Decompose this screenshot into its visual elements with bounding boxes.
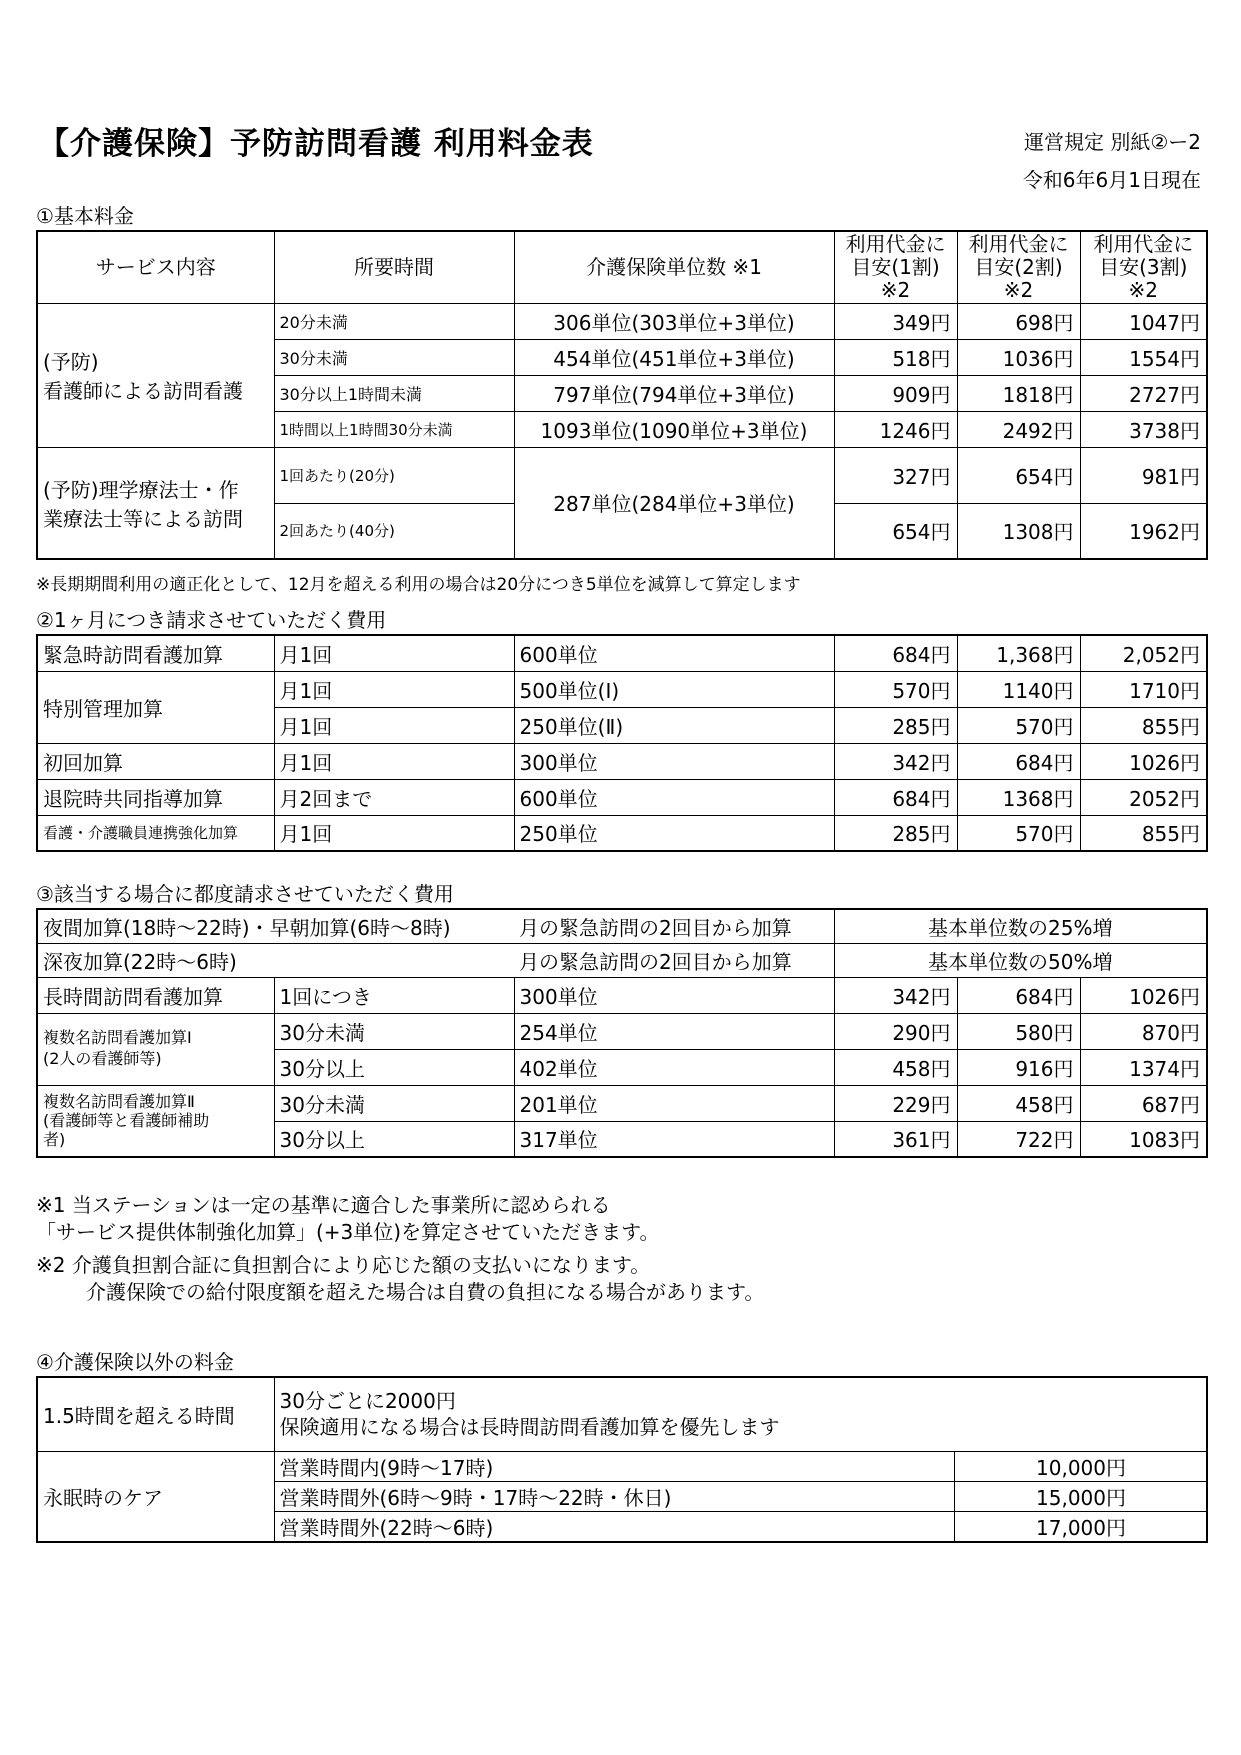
- table-row: [37, 815, 1207, 851]
- price-cell: 570円: [957, 707, 1080, 743]
- table-row: [37, 447, 1207, 503]
- units-cell: 454単位(451単位+3単位): [514, 339, 834, 375]
- units-cell: 402単位: [514, 1049, 834, 1085]
- over-time-desc: 30分ごとに2000円 保険適用になる場合は長時間訪問看護加算を優先します: [274, 1377, 1207, 1451]
- freq-cell: 月1回: [274, 707, 514, 743]
- non-insurance-fee-table: [36, 1376, 1208, 1543]
- units-cell: 306単位(303単位+3単位): [514, 303, 834, 339]
- time-cell: 30分以上: [274, 1049, 514, 1085]
- price-cell: 684円: [957, 743, 1080, 779]
- price-cell: 3738円: [1080, 411, 1207, 447]
- units-cell: 600単位: [514, 779, 834, 815]
- time-cell: 30分未満: [274, 339, 514, 375]
- price-cell: 1,368円: [957, 635, 1080, 671]
- header-units: 介護保険単位数 ※1: [514, 231, 834, 303]
- table-row: [37, 977, 1207, 1013]
- price-cell: 580円: [957, 1013, 1080, 1049]
- price-cell: 1036円: [957, 339, 1080, 375]
- units-cell: 317単位: [514, 1121, 834, 1157]
- price-cell: 1554円: [1080, 339, 1207, 375]
- price-cell: 916円: [957, 1049, 1080, 1085]
- multi-nurse-1-label: 複数名訪問看護加算Ⅰ (2人の看護師等): [37, 1013, 274, 1085]
- freq-cell: 月1回: [274, 671, 514, 707]
- time-cell: 2回あたり(40分): [274, 503, 514, 559]
- time-cell: 30分未満: [274, 1085, 514, 1121]
- price-cell: 458円: [957, 1085, 1080, 1121]
- item-name: 退院時共同指導加算: [37, 779, 274, 815]
- item-name: 看護・介護職員連携強化加算: [37, 815, 274, 851]
- price-cell: 684円: [834, 635, 957, 671]
- table-row: [37, 635, 1207, 671]
- table-row: [37, 943, 1207, 977]
- price-cell: 722円: [957, 1121, 1080, 1157]
- item-name: 長時間訪問看護加算: [37, 977, 274, 1013]
- price-cell: 1026円: [1080, 977, 1207, 1013]
- therapist-visit-label: (予防)理学療法士・作 業療法士等による訪問: [37, 447, 274, 559]
- section3-heading: ③該当する場合に都度請求させていただく費用: [36, 882, 454, 906]
- condition-cell: 月の緊急訪問の2回目から加算: [514, 943, 834, 977]
- time-cell: 30分以上1時間未満: [274, 375, 514, 411]
- units-cell: 300単位: [514, 743, 834, 779]
- price-cell: 687円: [1080, 1085, 1207, 1121]
- freq-cell: 月1回: [274, 815, 514, 851]
- price-cell: 654円: [957, 447, 1080, 503]
- units-cell: 250単位(Ⅱ): [514, 707, 834, 743]
- table-row: [37, 1377, 1207, 1451]
- price-cell: 518円: [834, 339, 957, 375]
- item-name: 初回加算: [37, 743, 274, 779]
- freq-cell: 1回につき: [274, 977, 514, 1013]
- price-cell: 654円: [834, 503, 957, 559]
- header-time: 所要時間: [274, 231, 514, 303]
- desc-cell: 営業時間外(22時〜6時): [274, 1511, 954, 1542]
- section2-heading: ②1ヶ月につき請求させていただく費用: [36, 608, 387, 632]
- price-cell: 1047円: [1080, 303, 1207, 339]
- table-row: [37, 779, 1207, 815]
- header-price2: 利用代金に 目安(2割) ※2: [957, 231, 1080, 303]
- item-name: 1.5時間を超える時間: [37, 1377, 274, 1451]
- price-cell: 342円: [834, 743, 957, 779]
- price-cell: 570円: [957, 815, 1080, 851]
- price-cell: 458円: [834, 1049, 957, 1085]
- value-cell: 基本単位数の50%増: [834, 943, 1207, 977]
- header-service: サービス内容: [37, 231, 274, 303]
- page-title: 【介護保険】予防訪問看護 利用料金表: [38, 126, 594, 162]
- item-name: 夜間加算(18時〜22時)・早朝加算(6時〜8時): [37, 909, 514, 943]
- price-cell: 229円: [834, 1085, 957, 1121]
- units-cell: 600単位: [514, 635, 834, 671]
- price-cell: 327円: [834, 447, 957, 503]
- units-cell: 254単位: [514, 1013, 834, 1049]
- price-cell: 2492円: [957, 411, 1080, 447]
- item-name: 永眠時のケア: [37, 1451, 274, 1542]
- price-cell: 909円: [834, 375, 957, 411]
- footnote-2: ※2 介護負担割合証に負担割合により応じた額の支払いになります。 介護保険での給付限度額を超えた場合は自費の負担になる場合があります。: [36, 1253, 765, 1304]
- item-name: 緊急時訪問看護加算: [37, 635, 274, 671]
- table-row: [37, 909, 1207, 943]
- section1-note: ※長期期間利用の適正化として、12月を超える利用の場合は20分につき5単位を減算して算定します: [36, 575, 801, 595]
- price-cell: 285円: [834, 815, 957, 851]
- price-cell: 2,052円: [1080, 635, 1207, 671]
- price-cell: 1818円: [957, 375, 1080, 411]
- table-row: [37, 303, 1207, 339]
- section4-heading: ④介護保険以外の料金: [36, 1350, 234, 1374]
- table-row: [37, 1085, 1207, 1121]
- freq-cell: 月1回: [274, 635, 514, 671]
- price-cell: 349円: [834, 303, 957, 339]
- footnote-1: ※1 当ステーションは一定の基準に適合した事業所に認められる 「サービス提供体制強化加算」(+3単位)を算定させていただきます。: [36, 1193, 660, 1244]
- price-cell: 1710円: [1080, 671, 1207, 707]
- table-row: [37, 671, 1207, 707]
- price-cell: 684円: [957, 977, 1080, 1013]
- document-reference: 運営規定 別紙②ー2: [1023, 130, 1201, 154]
- price-cell: 1246円: [834, 411, 957, 447]
- price-cell: 570円: [834, 671, 957, 707]
- basic-fee-table: [36, 230, 1208, 560]
- price-cell: 1368円: [957, 779, 1080, 815]
- time-cell: 20分未満: [274, 303, 514, 339]
- price-cell: 290円: [834, 1013, 957, 1049]
- multi-nurse-2-label: 複数名訪問看護加算Ⅱ (看護師等と看護師補助 者): [37, 1085, 274, 1157]
- table-row: [37, 743, 1207, 779]
- time-cell: 1時間以上1時間30分未満: [274, 411, 514, 447]
- table-header-row: [37, 231, 1207, 303]
- per-visit-fee-table: [36, 908, 1208, 1158]
- units-cell: 250単位: [514, 815, 834, 851]
- time-cell: 30分未満: [274, 1013, 514, 1049]
- price-cell: 285円: [834, 707, 957, 743]
- price-cell: 1026円: [1080, 743, 1207, 779]
- price-cell: 10,000円: [954, 1451, 1207, 1481]
- price-cell: 1374円: [1080, 1049, 1207, 1085]
- price-cell: 15,000円: [954, 1481, 1207, 1511]
- price-cell: 17,000円: [954, 1511, 1207, 1542]
- monthly-fee-table: [36, 634, 1208, 852]
- price-cell: 684円: [834, 779, 957, 815]
- units-cell: 300単位: [514, 977, 834, 1013]
- price-cell: 1308円: [957, 503, 1080, 559]
- condition-cell: 月の緊急訪問の2回目から加算: [514, 909, 834, 943]
- price-cell: 2052円: [1080, 779, 1207, 815]
- units-cell: 1093単位(1090単位+3単位): [514, 411, 834, 447]
- price-cell: 698円: [957, 303, 1080, 339]
- nurse-visit-label: (予防) 看護師による訪問看護: [37, 303, 274, 447]
- price-cell: 361円: [834, 1121, 957, 1157]
- header-price3: 利用代金に 目安(3割) ※2: [1080, 231, 1207, 303]
- item-name: 特別管理加算: [37, 671, 274, 743]
- header-price1: 利用代金に 目安(1割) ※2: [834, 231, 957, 303]
- price-cell: 870円: [1080, 1013, 1207, 1049]
- price-cell: 1140円: [957, 671, 1080, 707]
- price-cell: 1083円: [1080, 1121, 1207, 1157]
- price-cell: 855円: [1080, 707, 1207, 743]
- table-row: [37, 1013, 1207, 1049]
- price-cell: 2727円: [1080, 375, 1207, 411]
- price-cell: 855円: [1080, 815, 1207, 851]
- desc-cell: 営業時間外(6時〜9時・17時〜22時・休日): [274, 1481, 954, 1511]
- desc-cell: 営業時間内(9時〜17時): [274, 1451, 954, 1481]
- units-cell: 201単位: [514, 1085, 834, 1121]
- price-cell: 342円: [834, 977, 957, 1013]
- price-cell: 1962円: [1080, 503, 1207, 559]
- section1-heading: ①基本料金: [36, 204, 134, 228]
- freq-cell: 月2回まで: [274, 779, 514, 815]
- units-cell: 500単位(Ⅰ): [514, 671, 834, 707]
- value-cell: 基本単位数の25%増: [834, 909, 1207, 943]
- time-cell: 1回あたり(20分): [274, 447, 514, 503]
- units-cell: 287単位(284単位+3単位): [514, 447, 834, 559]
- units-cell: 797単位(794単位+3単位): [514, 375, 834, 411]
- effective-date: 令和6年6月1日現在: [1022, 168, 1201, 192]
- freq-cell: 月1回: [274, 743, 514, 779]
- price-cell: 981円: [1080, 447, 1207, 503]
- table-row: [37, 1451, 1207, 1481]
- time-cell: 30分以上: [274, 1121, 514, 1157]
- item-name: 深夜加算(22時〜6時): [37, 943, 514, 977]
